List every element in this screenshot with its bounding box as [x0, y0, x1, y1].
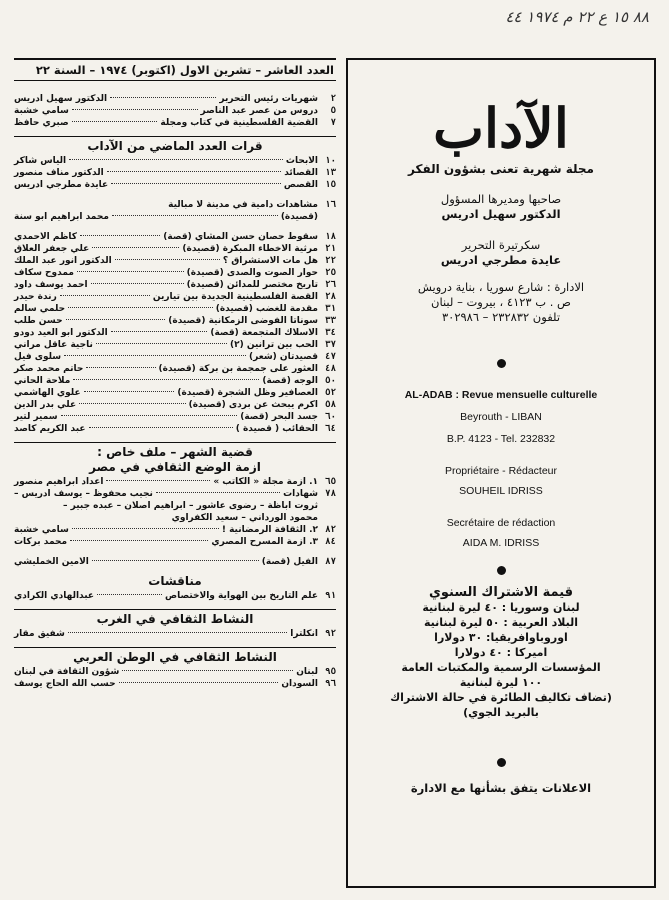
- witness-line: محمود الورداني – سعيد الكفراوي: [171, 513, 318, 523]
- toc-author: الدكتور انور عبد الملك: [14, 256, 112, 266]
- toc-author: عبد الكريم كاصد: [14, 424, 86, 434]
- toc-page-number: ٢٥: [325, 268, 336, 278]
- toc-row: [14, 315, 336, 327]
- section-heading-past-issue: قرات العدد الماضي من الآداب: [14, 136, 336, 152]
- toc-page-number: ١٨: [325, 232, 336, 242]
- toc-title: القصة الفلسطينية الجديدة بين تيارين: [152, 292, 318, 302]
- toc-author: نجيب محفوظ – يوسف ادريس –: [14, 489, 153, 499]
- toc-author: سامي خشبة: [14, 525, 69, 535]
- toc-page-number: ٢١: [325, 244, 336, 254]
- toc-author: علي جعفر العلاق: [14, 244, 90, 254]
- toc-title: جسد البحر (قصة): [240, 412, 318, 422]
- toc-title: سقوط حصان حسن المشاي (قصة): [163, 232, 318, 242]
- toc-page-number: ٩٢: [325, 629, 336, 639]
- toc-author: محمد بركات: [14, 537, 68, 547]
- toc-leader-dots: [77, 271, 184, 272]
- toc-page-number: ٢٨: [325, 292, 336, 302]
- toc-title: القصائد: [284, 168, 318, 178]
- toc-page-number: ١٥: [325, 180, 336, 190]
- toc-author: صبري حافظ: [14, 118, 69, 128]
- toc-leader-dots: [70, 540, 208, 541]
- table-of-contents: [14, 93, 336, 690]
- toc-page-number: ٥٢: [325, 388, 336, 398]
- french-owner-name: SOUHEIL IDRISS: [459, 485, 543, 497]
- french-owner-label: Propriétaire - Rédacteur: [444, 465, 558, 477]
- toc-author: حسب الله الحاج يوسف: [14, 679, 116, 689]
- toc-page-number: ٩٥: [325, 667, 336, 677]
- toc-row: [14, 303, 336, 315]
- toc-author: شفيق مقار: [14, 629, 65, 639]
- toc-row: [14, 267, 336, 279]
- toc-row: [14, 179, 336, 191]
- toc-leader-dots: [97, 594, 162, 595]
- toc-row: [14, 167, 336, 179]
- editor-label: سكرتيرة التحرير: [461, 238, 541, 252]
- toc-author: عبدالهادي الكرادي: [14, 591, 95, 601]
- toc-title: شهريات رئيس التحرير: [219, 94, 318, 104]
- toc-leader-dots: [86, 367, 155, 368]
- french-title: AL-ADAB : Revue mensuelle culturelle: [404, 389, 598, 401]
- french-editor-name: AIDA M. IDRISS: [462, 537, 540, 549]
- toc-leader-dots: [111, 183, 281, 184]
- spacer: [14, 223, 336, 231]
- toc-row: [14, 678, 336, 690]
- magazine-logo: الآداب: [433, 96, 569, 160]
- toc-row: [14, 375, 336, 387]
- toc-page-number: ٨٤: [325, 537, 336, 547]
- toc-title: القصص: [283, 180, 318, 190]
- toc-leader-dots: [72, 528, 219, 529]
- toc-title: السودان: [281, 679, 318, 689]
- toc-page-number: ٦٤: [325, 424, 336, 434]
- special-file-subtitle: ازمة الوضع الثقافي في مصر: [89, 460, 261, 474]
- toc-row: [14, 524, 336, 536]
- toc-page-number: ١٣: [325, 168, 336, 178]
- subscription-rate-line: اميركا : ٤٠ دولارا: [454, 646, 548, 659]
- toc-title: الابحاث: [285, 156, 318, 166]
- toc-row: [14, 488, 336, 500]
- toc-title: اكرم يبحث عن بردى (قصيدة): [188, 400, 318, 410]
- toc-page-number: ٢٢: [325, 256, 336, 266]
- toc-leader-dots: [119, 682, 279, 683]
- toc-title: حوار الصوت والصدى (قصيدة): [186, 268, 318, 278]
- toc-leader-dots: [89, 427, 233, 428]
- toc-page-number: ٩١: [325, 591, 336, 601]
- toc-author: حاتم محمد صكر: [14, 364, 84, 374]
- toc-leader-dots: [110, 97, 216, 98]
- subscription-rate-line: ١٠٠ ليرة لبنانية: [459, 676, 543, 689]
- handwritten-note: ٨٨ ١٥ ع ٢٢ م ١٩٧٤ ٤٤: [505, 8, 649, 26]
- toc-page-number: ٨٧: [325, 557, 336, 567]
- toc-author: سمير لتير: [14, 412, 58, 422]
- toc-leader-dots: [106, 480, 210, 481]
- toc-page-number: ١٠: [325, 156, 336, 166]
- toc-row: [14, 363, 336, 375]
- witness-line: ثروت اباظة – رضوى عاشور – ابراهيم اصلان – عبده جبير –: [62, 501, 318, 511]
- toc-row: [14, 351, 336, 363]
- toc-page-number: ٣٤: [325, 328, 336, 338]
- subscription-rate-line: (تضاف تكاليف الطائرة في حالة الاشتراك: [390, 691, 612, 704]
- spacer: [14, 548, 336, 556]
- subscription-rate-line: المؤسسات الرسمية والمكتبات العامة: [401, 661, 601, 674]
- address-line-1: الادارة : شارع سوريا ، بناية درويش: [417, 280, 585, 294]
- toc-author: رندة حيدر: [14, 292, 57, 302]
- toc-row: [14, 231, 336, 243]
- address-line-3: تلفون ٢٣٢٨٣٢ – ٣٠٢٩٨٦: [441, 310, 561, 324]
- toc-page-number: ٤٧: [325, 352, 336, 362]
- toc-title: لبنان: [296, 667, 318, 677]
- section-heading-west: النشاط الثقافي في الغرب: [14, 609, 336, 625]
- toc-row: [14, 105, 336, 117]
- toc-title: مشاهدات دامية في مدينة لا مبالية: [168, 200, 318, 210]
- toc-leader-dots: [92, 247, 179, 248]
- toc-leader-dots: [92, 560, 259, 561]
- toc-leader-dots: [68, 632, 287, 633]
- bullet-divider: [497, 758, 506, 767]
- toc-page-number: ٥: [330, 106, 336, 116]
- toc-leader-dots: [122, 670, 293, 671]
- toc-row: [14, 279, 336, 291]
- toc-page-number: ٣١: [325, 304, 336, 314]
- toc-title: علم التاريخ بين الهواية والاختصاص: [165, 591, 318, 601]
- toc-row: [14, 411, 336, 423]
- toc-row: [14, 476, 336, 488]
- french-editor-label: Secrétaire de rédaction: [446, 517, 556, 529]
- toc-author: كاظم الاحمدي: [14, 232, 78, 242]
- toc-author: حسن طلب: [14, 316, 63, 326]
- magazine-subtitle: مجلة شهرية تعنى بشؤون الفكر: [408, 162, 594, 176]
- toc-leader-dots: [72, 109, 198, 110]
- toc-title: ٢. الثقافة الرمضانية !: [221, 525, 318, 535]
- toc-author: علي بدر الدين: [14, 400, 77, 410]
- toc-row: [14, 291, 336, 303]
- toc-author: عايدة مطرجي ادريس: [14, 180, 109, 190]
- toc-leader-dots: [64, 355, 246, 356]
- toc-row: [14, 536, 336, 548]
- toc-title: مقدمة للغضب (قصيدة): [215, 304, 318, 314]
- toc-row: [14, 556, 336, 568]
- toc-leader-dots: [80, 235, 160, 236]
- toc-leader-dots: [73, 379, 259, 380]
- toc-author: الدكتور مناف منصور: [14, 168, 104, 178]
- toc-leader-dots: [115, 259, 220, 260]
- toc-author: الدكتور سهيل ادريس: [14, 94, 108, 104]
- toc-row: [14, 243, 336, 255]
- toc-title: العثور على جمجمة بن بركة (قصيدة): [158, 364, 318, 374]
- subscription-rate-line: اوروباوافريقيا: ٣٠ دولارا: [434, 631, 568, 644]
- toc-title: الحب بين ترانين (٢): [230, 340, 318, 350]
- toc-page-number: ٥٨: [325, 400, 336, 410]
- toc-title: الوجه (قصة): [262, 376, 318, 386]
- toc-author: الياس شاكر: [14, 156, 67, 166]
- toc-leader-dots: [66, 319, 166, 320]
- toc-title: هل مات الاستشراق ؟: [222, 256, 318, 266]
- toc-page-number: ٦٥: [325, 477, 336, 487]
- toc-row: [14, 255, 336, 267]
- toc-row: [14, 93, 336, 105]
- toc-author: احمد يوسف داود: [14, 280, 88, 290]
- toc-row: [14, 117, 336, 129]
- toc-row: [14, 199, 336, 211]
- toc-leader-dots: [68, 307, 213, 308]
- spacer: [14, 191, 336, 199]
- toc-leader-dots: [156, 492, 280, 493]
- toc-title: ١. ازمة مجلة « الكاتب »: [213, 477, 318, 487]
- toc-title: القضية الفلسطينية في كتاب ومجلة: [160, 118, 318, 128]
- french-po-box: B.P. 4123 - Tel. 232832: [446, 433, 556, 445]
- toc-title: الفيل (قصة): [261, 557, 318, 567]
- subscription-rate-line: لبنان وسوريا : ٤٠ ليرة لبنانية: [422, 601, 580, 614]
- toc-author: الامين الخمليشي: [14, 557, 89, 567]
- toc-page-number: ٢٦: [325, 280, 336, 290]
- bullet-divider: [497, 566, 506, 575]
- toc-title: سوناتا الفوضى الزمكانية (قصيدة): [168, 316, 318, 326]
- toc-leader-dots: [69, 159, 283, 160]
- toc-row: [14, 423, 336, 435]
- toc-title: قصيدتان (شعر): [249, 352, 318, 362]
- toc-leader-dots: [61, 415, 238, 416]
- toc-page-number: ٣٧: [325, 340, 336, 350]
- subscription-title: قيمة الاشتراك السنوي: [428, 585, 574, 600]
- owner-label: صاحبها ومديرها المسؤول: [440, 192, 562, 206]
- toc-row: [14, 387, 336, 399]
- toc-leader-dots: [111, 331, 208, 332]
- editor-name: عايدة مطرجي ادريس: [440, 253, 562, 267]
- issue-header: العدد العاشر – تشرين الاول (اكتوبر) ١٩٧٤ – السنة ٢٢: [14, 58, 336, 81]
- toc-author: الدكتور ابو العيد دودو: [14, 328, 108, 338]
- toc-page-number: ٤٨: [325, 364, 336, 374]
- toc-leader-dots: [72, 121, 158, 122]
- toc-leader-dots: [91, 283, 184, 284]
- toc-author: اعداد ابراهيم منصور: [14, 477, 104, 487]
- toc-row: [14, 211, 336, 223]
- masthead-box: [346, 58, 656, 888]
- toc-page-number: ٧: [330, 118, 336, 128]
- toc-page-number: ٧٨: [325, 489, 336, 499]
- toc-author: سلوى فيل: [14, 352, 62, 362]
- toc-row: [14, 666, 336, 678]
- toc-title-continued: (قصيدة): [280, 212, 318, 222]
- toc-page-number: ٨٢: [325, 525, 336, 535]
- toc-row: [14, 155, 336, 167]
- toc-author: ناجية عاقل مراني: [14, 340, 93, 350]
- ads-note: الاعلانات يتفق بشأنها مع الادارة: [410, 781, 592, 795]
- toc-row: [14, 327, 336, 339]
- toc-leader-dots: [84, 391, 175, 392]
- toc-author: ممدوح سكاف: [14, 268, 74, 278]
- toc-row: [14, 590, 336, 602]
- toc-title: شهادات: [283, 489, 318, 499]
- toc-title: الحقائب ( قصيدة ): [235, 424, 318, 434]
- section-heading-discussions: مناقشات: [148, 574, 202, 588]
- toc-title: العصافير وظل الشجرة (قصيدة): [177, 388, 318, 398]
- toc-page-number: ٩٦: [325, 679, 336, 689]
- address-line-2: ص . ب ٤١٢٣ ، بيروت – لبنان: [431, 295, 571, 309]
- toc-page-number: ٦٠: [325, 412, 336, 422]
- bullet-divider: [497, 359, 506, 368]
- toc-leader-dots: [107, 171, 282, 172]
- toc-title: انكلترا: [290, 629, 318, 639]
- toc-row: [14, 339, 336, 351]
- toc-row: [14, 399, 336, 411]
- toc-title: دروس من عصر عبد الناصر: [200, 106, 318, 116]
- section-heading-arab-world: النشاط الثقافي في الوطن العربي: [14, 647, 336, 663]
- toc-page-number: ٢: [330, 94, 336, 104]
- toc-author: شؤون الثقافة في لبنان: [14, 667, 120, 677]
- toc-leader-dots: [112, 215, 278, 216]
- toc-author: حلمي سالم: [14, 304, 66, 314]
- toc-title: تاريخ مختصر للمدائن (قصيدة): [186, 280, 318, 290]
- toc-title: الاسلاك المتجمعة (قصة): [210, 328, 318, 338]
- toc-row: [14, 628, 336, 640]
- owner-name: الدكتور سهيل ادريس: [441, 207, 561, 221]
- toc-leader-dots: [60, 295, 150, 296]
- subscription-rate-line: البلاد العربية : ٥٠ ليرة لبنانية: [423, 616, 579, 629]
- french-city: Beyrouth - LIBAN: [460, 411, 542, 423]
- toc-author: محمد ابراهيم ابو سنة: [14, 212, 109, 222]
- toc-leader-dots: [79, 403, 186, 404]
- toc-page-number: ٣٣: [325, 316, 336, 326]
- subscription-rates: [348, 600, 654, 720]
- special-file-title: قضية الشهر – ملف خاص :: [14, 442, 336, 458]
- toc-author: سامي خشبة: [14, 106, 69, 116]
- toc-page-number: ١٦: [325, 200, 336, 210]
- toc-author: علوي الهاشمي: [14, 388, 81, 398]
- toc-leader-dots: [96, 343, 227, 344]
- toc-title: مرثية الاخطاء المبكرة (قصيدة): [182, 244, 318, 254]
- toc-page-number: ٥٠: [325, 376, 336, 386]
- subscription-rate-line: بالبريد الجوي): [463, 706, 539, 719]
- toc-title: ٣. ازمة المسرح المصري: [211, 537, 318, 547]
- toc-author: ملاحة الحاني: [14, 376, 71, 386]
